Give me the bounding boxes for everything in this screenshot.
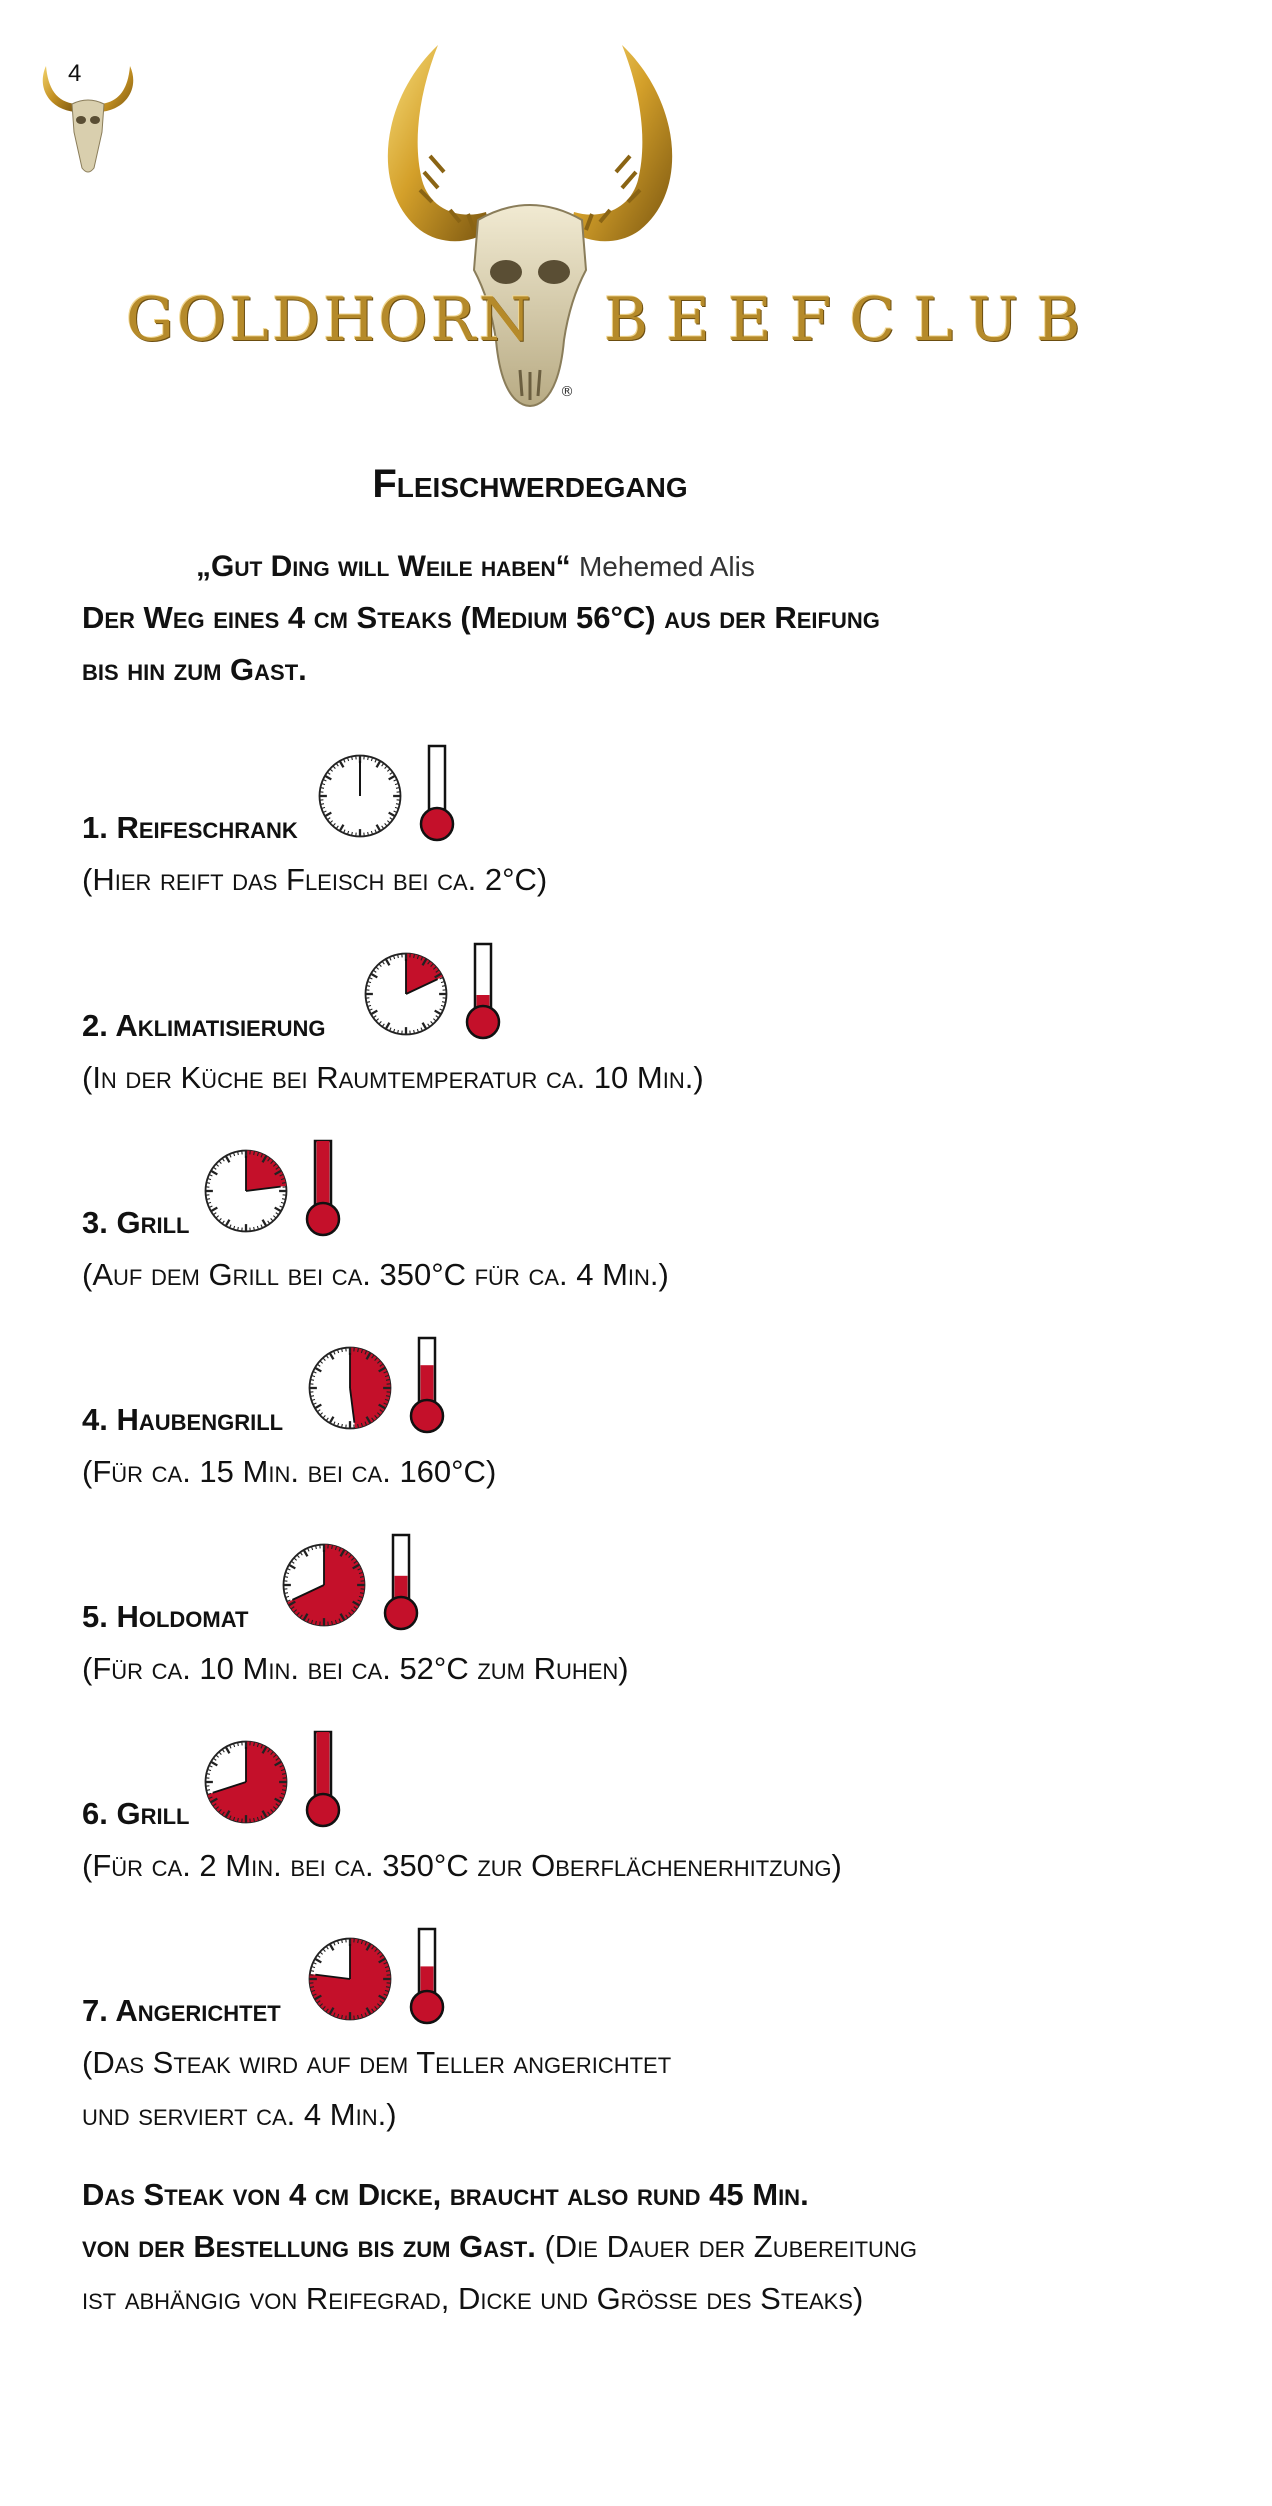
intro-line: bis hin zum Gast. xyxy=(82,652,307,687)
thermometer-icon xyxy=(462,940,504,1040)
step-2-icons xyxy=(360,940,504,1040)
clock-icon xyxy=(200,1736,292,1828)
thermometer-icon xyxy=(302,1137,344,1237)
step-heading: 3. Grill xyxy=(82,1205,190,1240)
clock-tick xyxy=(358,1424,359,1428)
clock-tick xyxy=(358,2015,359,2019)
clock-tick xyxy=(360,1593,364,1594)
summary-line: Das Steak von 4 cm Dicke, braucht also rund 45 Min. xyxy=(82,2177,809,2212)
thermometer-neck xyxy=(477,1010,490,1020)
step-6-icons xyxy=(200,1728,344,1828)
clock-tick xyxy=(254,1151,255,1155)
clock-tick xyxy=(254,1227,255,1231)
brand-text-left: GOLDHORN xyxy=(126,285,535,355)
clock-tick xyxy=(342,1424,343,1428)
step-description: (Für ca. 2 Min. bei ca. 350°C zur Oberflächenerhitzung) xyxy=(82,1848,842,1883)
clock-tick xyxy=(332,1621,333,1625)
clock-tick xyxy=(310,1987,314,1988)
thermometer-icon xyxy=(302,1728,344,1828)
clock-tick xyxy=(352,756,353,760)
bull-skull-logo xyxy=(360,40,700,418)
clock-tick xyxy=(366,1002,370,1003)
clock-tick xyxy=(254,1742,255,1746)
step-description: (Für ca. 15 Min. bei ca. 160°C) xyxy=(82,1454,497,1489)
clock-icon xyxy=(304,1933,396,2025)
summary-rest: (Die Dauer der Zubereitung xyxy=(535,2229,917,2264)
clock-tick xyxy=(386,1380,390,1381)
quote xyxy=(196,550,755,584)
clock-tick xyxy=(284,1577,288,1578)
step-4-icons xyxy=(304,1334,448,1434)
clock-tick xyxy=(282,1790,286,1791)
clock-tick xyxy=(386,1971,390,1972)
clock-tick xyxy=(414,1030,415,1034)
thermometer-icon xyxy=(416,742,458,842)
clock-tick xyxy=(310,1971,314,1972)
step-heading: 2. Aklimatisierung xyxy=(82,1008,326,1043)
clock-tick xyxy=(316,1545,317,1549)
thermometer-icon xyxy=(380,1531,422,1631)
clock-tick xyxy=(368,832,369,836)
clock-tick xyxy=(320,788,324,789)
step-5-icons xyxy=(278,1531,422,1631)
step-1-icons xyxy=(314,742,458,842)
clock-tick xyxy=(386,1987,390,1988)
quote-author: Mehemed Alis xyxy=(578,551,755,582)
step-heading: 7. Angerichtet xyxy=(82,1993,281,2028)
clock-tick xyxy=(386,1396,390,1397)
step-heading: 5. Holdomat xyxy=(82,1599,249,1634)
clock-icon xyxy=(314,750,406,842)
thermometer-neck xyxy=(317,1798,330,1808)
clock-tick xyxy=(238,1742,239,1746)
step-7-icons xyxy=(304,1925,448,2025)
summary-line xyxy=(82,2229,917,2265)
clock-tick xyxy=(282,1199,286,1200)
step-description: (Das Steak wird auf dem Teller angerichtet xyxy=(82,2045,672,2080)
clock-icon xyxy=(200,1145,292,1237)
intro-line: Der Weg eines 4 cm Steaks (Medium 56°C) aus der Reifung xyxy=(82,600,880,635)
thermometer-tube xyxy=(429,746,445,814)
step-description: und serviert ca. 4 Min.) xyxy=(82,2097,397,2132)
clock-icon xyxy=(278,1539,370,1631)
clock-tick xyxy=(442,986,446,987)
clock-tick xyxy=(396,788,400,789)
clock-tick xyxy=(254,1818,255,1822)
clock-tick xyxy=(316,1621,317,1625)
clock-tick xyxy=(442,1002,446,1003)
thermometer-neck xyxy=(421,1995,434,2005)
step-description: (Für ca. 10 Min. bei ca. 52°C zum Ruhen) xyxy=(82,1651,629,1686)
clock-tick xyxy=(358,1939,359,1943)
step-heading: 1. Reifeschrank xyxy=(82,810,298,845)
clock-tick xyxy=(398,954,399,958)
clock-tick xyxy=(366,986,370,987)
clock-tick xyxy=(414,954,415,958)
clock-tick xyxy=(352,832,353,836)
clock-tick xyxy=(360,1577,364,1578)
clock-tick xyxy=(206,1199,210,1200)
thermometer-icon xyxy=(406,1334,448,1434)
step-description: (Auf dem Grill bei ca. 350°C für ca. 4 Min.) xyxy=(82,1257,669,1292)
thermometer-neck xyxy=(421,1404,434,1414)
clock-tick xyxy=(342,1939,343,1943)
step-heading: 6. Grill xyxy=(82,1796,190,1831)
bull-skull-logo-small xyxy=(36,58,140,186)
clock-tick xyxy=(342,1348,343,1352)
clock-tick xyxy=(282,1774,286,1775)
clock-tick xyxy=(398,1030,399,1034)
quote-text: „Gut Ding will Weile haben“ xyxy=(196,550,571,583)
clock-tick xyxy=(396,804,400,805)
clock-tick xyxy=(282,1183,286,1184)
thermometer-icon xyxy=(406,1925,448,2025)
step-heading: 4. Haubengrill xyxy=(82,1402,284,1437)
clock-tick xyxy=(206,1774,210,1775)
step-description: (In der Küche bei Raumtemperatur ca. 10 Min.) xyxy=(82,1060,704,1095)
clock-icon xyxy=(360,948,452,1040)
step-description: (Hier reift das Fleisch bei ca. 2°C) xyxy=(82,862,548,897)
clock-tick xyxy=(284,1593,288,1594)
clock-tick xyxy=(310,1396,314,1397)
thermometer-neck xyxy=(431,812,444,822)
clock-tick xyxy=(358,1348,359,1352)
clock-tick xyxy=(342,2015,343,2019)
page-title: Fleischwerdegang xyxy=(372,462,688,506)
clock-tick xyxy=(368,756,369,760)
clock-tick xyxy=(206,1790,210,1791)
clock-tick xyxy=(238,1818,239,1822)
summary-bold: von der Bestellung bis zum Gast. xyxy=(82,2229,536,2264)
thermometer-neck xyxy=(317,1207,330,1217)
clock-tick xyxy=(238,1227,239,1231)
step-3-icons xyxy=(200,1137,344,1237)
clock-icon xyxy=(304,1342,396,1434)
clock-tick xyxy=(332,1545,333,1549)
clock-tick xyxy=(320,804,324,805)
clock-tick xyxy=(310,1380,314,1381)
summary-line: ist abhängig von Reifegrad, Dicke und Größe des Steaks) xyxy=(82,2281,864,2316)
page-number: 4 xyxy=(68,60,82,87)
clock-tick xyxy=(206,1183,210,1184)
registered-mark: ® xyxy=(560,384,574,400)
brand-text-right: BEEFCLUB xyxy=(604,285,1099,355)
thermometer-neck xyxy=(395,1601,408,1611)
clock-tick xyxy=(238,1151,239,1155)
